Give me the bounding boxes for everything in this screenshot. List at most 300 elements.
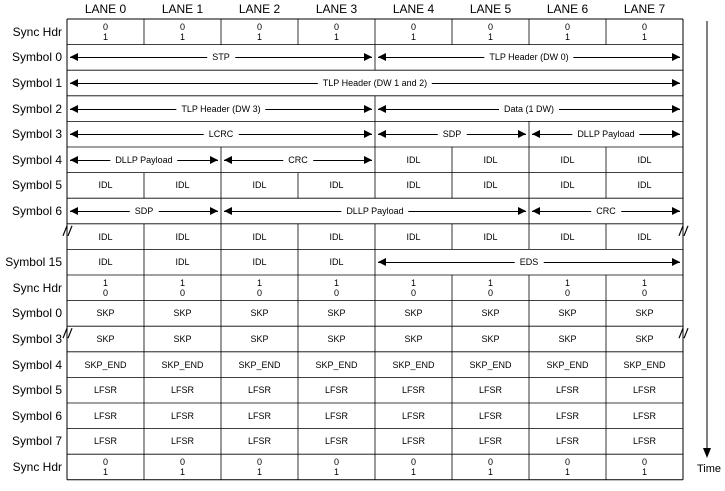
span-label: DLLP Payload <box>110 154 177 166</box>
lane-cell <box>221 232 298 242</box>
lane-cell <box>144 232 221 242</box>
cell-value: 0 <box>487 287 493 298</box>
cell-value: LFSR <box>324 385 348 396</box>
lane-cell <box>144 436 221 446</box>
row-label: Symbol 2 <box>11 101 62 116</box>
cell-value: 1 <box>410 277 416 288</box>
lane-cell <box>144 257 221 267</box>
lane-cell <box>221 257 298 267</box>
cell-value: SKP <box>96 334 115 344</box>
lane-cell <box>144 180 221 190</box>
arrow-right-icon <box>518 130 526 138</box>
cell-value: 1 <box>256 277 262 288</box>
cell-value: LFSR <box>93 436 117 447</box>
cell-value: 0 <box>102 21 108 32</box>
cell-value: SKP <box>404 334 423 344</box>
lane-cell <box>67 411 144 421</box>
span-arrow <box>70 204 218 218</box>
cell-value: 1 <box>102 467 108 477</box>
lane-cell <box>452 232 529 242</box>
cell-value: SKP <box>635 308 654 319</box>
span-label: SDP <box>438 128 467 140</box>
cell-value: 1 <box>487 31 493 42</box>
cell-value: 0 <box>179 21 185 32</box>
cell-value: LFSR <box>170 436 194 447</box>
lane-cell <box>606 411 683 421</box>
cell-value: SKP <box>481 334 500 344</box>
lane-cell <box>67 180 144 190</box>
span-label: CRC <box>591 205 621 217</box>
lane-cell <box>529 232 606 242</box>
cell-value: 1 <box>179 31 185 42</box>
lane-cell <box>144 411 221 421</box>
lane-cell <box>606 334 683 344</box>
lane-cell <box>298 308 375 318</box>
arrow-right-icon <box>364 156 372 164</box>
arrow-left-icon <box>224 207 232 215</box>
arrow-left-icon <box>70 207 78 215</box>
cell-value: 0 <box>641 21 647 32</box>
lane-cell <box>529 180 606 190</box>
cell-value: IDL <box>329 257 344 268</box>
lane-cell <box>67 308 144 318</box>
lane-cell <box>298 334 375 344</box>
cell-value: IDL <box>329 231 344 242</box>
cell-value: IDL <box>406 180 421 191</box>
lane-cell <box>452 411 529 421</box>
row-label: Sync Hdr <box>12 280 62 295</box>
cell-value: 1 <box>102 277 108 288</box>
cell-value: 0 <box>256 21 262 32</box>
cell-value: 1 <box>487 467 493 477</box>
cell-value: SKP <box>481 308 500 319</box>
cell-value: 1 <box>564 31 570 42</box>
cell-value: IDL <box>560 154 575 165</box>
cell-value: 1 <box>179 467 185 477</box>
lane-cell <box>375 436 452 446</box>
lane-cell <box>529 308 606 318</box>
lane-cell <box>529 155 606 165</box>
cell-value: 1 <box>333 31 339 42</box>
lane-cell <box>144 457 221 477</box>
lane-cell <box>221 385 298 395</box>
cell-value: LFSR <box>93 385 117 396</box>
cell-value: 0 <box>102 287 108 298</box>
lane-cell <box>144 334 221 344</box>
cell-value: LFSR <box>247 410 271 421</box>
lane-cell <box>452 308 529 318</box>
lane-cell <box>606 278 683 298</box>
cell-value: LFSR <box>247 436 271 447</box>
cell-value: LFSR <box>555 385 579 396</box>
lane-cell <box>298 257 375 267</box>
lane-cell <box>144 22 221 42</box>
cell-value: IDL <box>637 231 652 242</box>
cell-value: SKP <box>327 334 346 344</box>
lane-cell <box>298 457 375 477</box>
cell-value: SKP <box>635 334 654 344</box>
lane-cell <box>529 334 606 344</box>
cell-value: SKP_END <box>392 359 435 370</box>
lane-cell <box>452 457 529 477</box>
lane-cell <box>375 457 452 477</box>
arrow-right-icon <box>518 207 526 215</box>
lane-cell <box>375 22 452 42</box>
span-label: LCRC <box>204 128 239 140</box>
lane-cell <box>375 360 452 370</box>
cell-value: 0 <box>564 457 570 467</box>
time-arrow-head <box>703 448 711 458</box>
arrow-left-icon <box>378 105 386 113</box>
row-label: Symbol 4 <box>11 357 62 372</box>
lane-cell <box>375 278 452 298</box>
arrow-left-icon <box>70 53 78 61</box>
cell-value: SKP_END <box>161 359 204 370</box>
cell-value: 0 <box>641 457 647 467</box>
cell-value: 0 <box>102 457 108 467</box>
arrow-left-icon <box>70 156 78 164</box>
cell-value: 1 <box>179 277 185 288</box>
arrow-right-icon <box>672 105 680 113</box>
lane-cell <box>221 278 298 298</box>
lane-cell <box>67 232 144 242</box>
row-label: Symbol 5 <box>11 178 62 193</box>
cell-value: SKP <box>404 308 423 319</box>
span-label: STP <box>207 51 235 63</box>
cell-value: SKP_END <box>469 359 512 370</box>
cell-value: IDL <box>98 257 113 268</box>
cell-value: LFSR <box>632 385 656 396</box>
cell-value: SKP_END <box>623 359 666 370</box>
row-label: Symbol 5 <box>11 383 62 398</box>
lane-cell <box>452 360 529 370</box>
span-arrow <box>378 102 680 116</box>
lane-cell <box>298 360 375 370</box>
arrow-right-icon <box>210 207 218 215</box>
cell-value: IDL <box>98 180 113 191</box>
arrow-right-icon <box>364 53 372 61</box>
cell-value: 1 <box>410 31 416 42</box>
cell-value: SKP <box>250 308 269 319</box>
lane-cell <box>606 360 683 370</box>
cell-value: LFSR <box>478 410 502 421</box>
cell-value: 1 <box>641 31 647 42</box>
row-label: Symbol 0 <box>11 306 62 321</box>
lane-cell <box>221 22 298 42</box>
lane-cell <box>375 334 452 344</box>
cell-value: LFSR <box>247 385 271 396</box>
cell-value: 0 <box>410 457 416 467</box>
lane-header-4: LANE 4 <box>392 2 435 16</box>
lane-cell <box>144 308 221 318</box>
row-label: Sync Hdr <box>12 460 62 474</box>
span-label: SDP <box>130 205 159 217</box>
arrow-left-icon <box>224 156 232 164</box>
lane-cell <box>221 180 298 190</box>
cell-value: IDL <box>329 180 344 191</box>
lane-cell <box>452 22 529 42</box>
cell-value: 0 <box>564 287 570 298</box>
arrow-left-icon <box>378 130 386 138</box>
arrow-left-icon <box>70 130 78 138</box>
lane-cell <box>529 411 606 421</box>
cell-value: 0 <box>641 287 647 298</box>
span-arrow <box>532 127 680 141</box>
cell-value: SKP <box>173 308 192 319</box>
cell-value: 0 <box>179 287 185 298</box>
cell-value: LFSR <box>478 385 502 396</box>
lane-cell <box>298 436 375 446</box>
lane-cell <box>375 180 452 190</box>
lane-header-2: LANE 2 <box>238 2 281 16</box>
arrow-left-icon <box>532 207 540 215</box>
lane-cell <box>529 385 606 395</box>
span-arrow <box>378 255 680 269</box>
span-label: TLP Header (DW 3) <box>176 103 265 115</box>
arrow-right-icon <box>210 156 218 164</box>
row-label: Symbol 4 <box>11 152 62 167</box>
lane-header-5: LANE 5 <box>469 2 512 16</box>
cell-value: 1 <box>102 31 108 42</box>
cell-value: IDL <box>560 180 575 191</box>
lane-header-0: LANE 0 <box>84 2 127 16</box>
cell-value: IDL <box>252 231 267 242</box>
cell-value: IDL <box>483 231 498 242</box>
lane-cell <box>144 360 221 370</box>
cell-value: IDL <box>175 257 190 268</box>
lane-cell <box>375 155 452 165</box>
cell-value: 0 <box>179 457 185 467</box>
cell-value: SKP <box>558 334 577 344</box>
cell-value: IDL <box>175 180 190 191</box>
span-arrow <box>378 127 526 141</box>
lane-cell <box>606 180 683 190</box>
cell-value: 1 <box>333 467 339 477</box>
row-label: Symbol 0 <box>11 50 62 65</box>
cell-value: 0 <box>564 21 570 32</box>
span-label: TLP Header (DW 1 and 2) <box>318 77 432 89</box>
break-mark-right <box>684 328 688 338</box>
lane-cell <box>375 385 452 395</box>
row-label: Symbol 6 <box>11 408 62 423</box>
span-label: CRC <box>283 154 313 166</box>
lane-cell <box>606 308 683 318</box>
lane-cell <box>452 334 529 344</box>
cell-value: IDL <box>175 231 190 242</box>
row-label: Symbol 3 <box>11 332 62 346</box>
cell-value: 1 <box>641 277 647 288</box>
lane-cell <box>67 278 144 298</box>
row-label: Symbol 1 <box>11 76 62 90</box>
lane-cell <box>221 360 298 370</box>
lane-cell <box>529 278 606 298</box>
cell-value: 0 <box>256 287 262 298</box>
cell-value: LFSR <box>555 436 579 447</box>
lane-cell <box>67 22 144 42</box>
cell-value: 0 <box>333 21 339 32</box>
arrow-right-icon <box>672 53 680 61</box>
lane-cell <box>298 411 375 421</box>
lane-cell <box>452 436 529 446</box>
cell-value: SKP_END <box>84 359 127 370</box>
cell-value: LFSR <box>401 436 425 447</box>
cell-value: LFSR <box>632 410 656 421</box>
cell-value: LFSR <box>632 436 656 447</box>
lane-cell <box>375 411 452 421</box>
span-arrow <box>224 204 526 218</box>
lane-cell <box>67 360 144 370</box>
span-arrow <box>532 204 680 218</box>
arrow-left-icon <box>70 105 78 113</box>
lane-cell <box>298 232 375 242</box>
lane-cell <box>529 457 606 477</box>
cell-value: SKP_END <box>238 359 281 370</box>
lane-cell <box>606 155 683 165</box>
span-label: Data (1 DW) <box>499 103 559 115</box>
cell-value: LFSR <box>170 410 194 421</box>
lane-cell <box>529 436 606 446</box>
cell-value: 1 <box>256 31 262 42</box>
cell-value: 1 <box>564 467 570 477</box>
cell-value: IDL <box>406 154 421 165</box>
lane-cell <box>221 457 298 477</box>
lane-cell <box>606 436 683 446</box>
cell-value: IDL <box>637 154 652 165</box>
lane-cell <box>67 257 144 267</box>
lane-header-6: LANE 6 <box>546 2 589 16</box>
cell-value: SKP_END <box>315 359 358 370</box>
span-arrow <box>70 153 218 167</box>
lane-header-1: LANE 1 <box>161 2 204 16</box>
lane-cell <box>375 232 452 242</box>
span-label: DLLP Payload <box>572 128 639 140</box>
arrow-left-icon <box>378 53 386 61</box>
arrow-right-icon <box>672 130 680 138</box>
cell-value: LFSR <box>324 410 348 421</box>
cell-value: SKP <box>173 334 192 344</box>
cell-value: SKP <box>558 308 577 319</box>
lane-cell <box>144 278 221 298</box>
cell-value: 1 <box>564 277 570 288</box>
arrow-right-icon <box>672 79 680 87</box>
arrow-left-icon <box>70 79 78 87</box>
cell-value: 0 <box>487 457 493 467</box>
cell-value: LFSR <box>170 385 194 396</box>
cell-value: LFSR <box>555 410 579 421</box>
span-label: DLLP Payload <box>341 205 408 217</box>
cell-value: 1 <box>641 467 647 477</box>
cell-value: SKP <box>250 334 269 344</box>
cell-value: LFSR <box>93 410 117 421</box>
span-arrow <box>70 127 372 141</box>
span-arrow <box>224 153 372 167</box>
lane-cell <box>529 360 606 370</box>
lane-cell <box>298 385 375 395</box>
cell-value: 0 <box>410 21 416 32</box>
span-arrow <box>70 76 680 90</box>
lane-cell <box>67 334 144 344</box>
span-arrow <box>70 50 372 64</box>
lane-cell <box>67 436 144 446</box>
cell-value: IDL <box>483 180 498 191</box>
cell-value: 1 <box>256 467 262 477</box>
arrow-right-icon <box>364 105 372 113</box>
lane-cell <box>221 308 298 318</box>
cell-value: LFSR <box>478 436 502 447</box>
lane-cell <box>221 411 298 421</box>
lane-cell <box>221 334 298 344</box>
cell-value: 0 <box>256 457 262 467</box>
cell-value: 0 <box>487 21 493 32</box>
lane-cell <box>529 22 606 42</box>
cell-value: LFSR <box>401 410 425 421</box>
cell-value: 1 <box>487 277 493 288</box>
lane-cell <box>606 385 683 395</box>
arrow-left-icon <box>532 130 540 138</box>
lane-cell <box>606 22 683 42</box>
lane-cell <box>221 436 298 446</box>
cell-value: IDL <box>560 231 575 242</box>
lane-cell <box>298 180 375 190</box>
cell-value: IDL <box>98 231 113 242</box>
span-label: TLP Header (DW 0) <box>484 51 573 63</box>
lane-cell <box>452 385 529 395</box>
cell-value: IDL <box>406 231 421 242</box>
cell-value: LFSR <box>324 436 348 447</box>
arrow-right-icon <box>364 130 372 138</box>
span-label: EDS <box>515 256 544 268</box>
span-arrow <box>70 102 372 116</box>
cell-value: 1 <box>333 277 339 288</box>
arrow-left-icon <box>378 258 386 266</box>
lane-cell <box>606 232 683 242</box>
row-label: Sync Hdr <box>12 24 62 39</box>
time-axis-label: Time <box>697 463 722 475</box>
cell-value: 0 <box>333 287 339 298</box>
lane-cell <box>298 22 375 42</box>
lane-cell <box>67 457 144 477</box>
cell-value: SKP <box>327 308 346 319</box>
lane-cell <box>452 180 529 190</box>
lane-header-7: LANE 7 <box>623 2 666 16</box>
cell-value: IDL <box>252 257 267 268</box>
cell-value: IDL <box>252 180 267 191</box>
cell-value: IDL <box>483 154 498 165</box>
lane-cell <box>144 385 221 395</box>
arrow-right-icon <box>672 258 680 266</box>
lane-cell <box>606 457 683 477</box>
cell-value: LFSR <box>401 385 425 396</box>
lane-cell <box>452 155 529 165</box>
arrow-right-icon <box>672 207 680 215</box>
lane-cell <box>298 278 375 298</box>
lane-cell <box>67 385 144 395</box>
row-label: Symbol 3 <box>11 127 62 142</box>
cell-value: 0 <box>333 457 339 467</box>
cell-value: SKP_END <box>546 359 589 370</box>
row-label: Symbol 15 <box>5 255 62 270</box>
cell-value: 1 <box>410 467 416 477</box>
cell-value: IDL <box>637 180 652 191</box>
lane-header-3: LANE 3 <box>315 2 358 16</box>
lane-cell <box>375 308 452 318</box>
lane-cell <box>452 278 529 298</box>
row-label: Symbol 6 <box>11 204 62 218</box>
cell-value: SKP <box>96 308 115 319</box>
cell-value: 0 <box>410 287 416 298</box>
span-arrow <box>378 50 680 64</box>
row-label: Symbol 7 <box>11 434 62 449</box>
